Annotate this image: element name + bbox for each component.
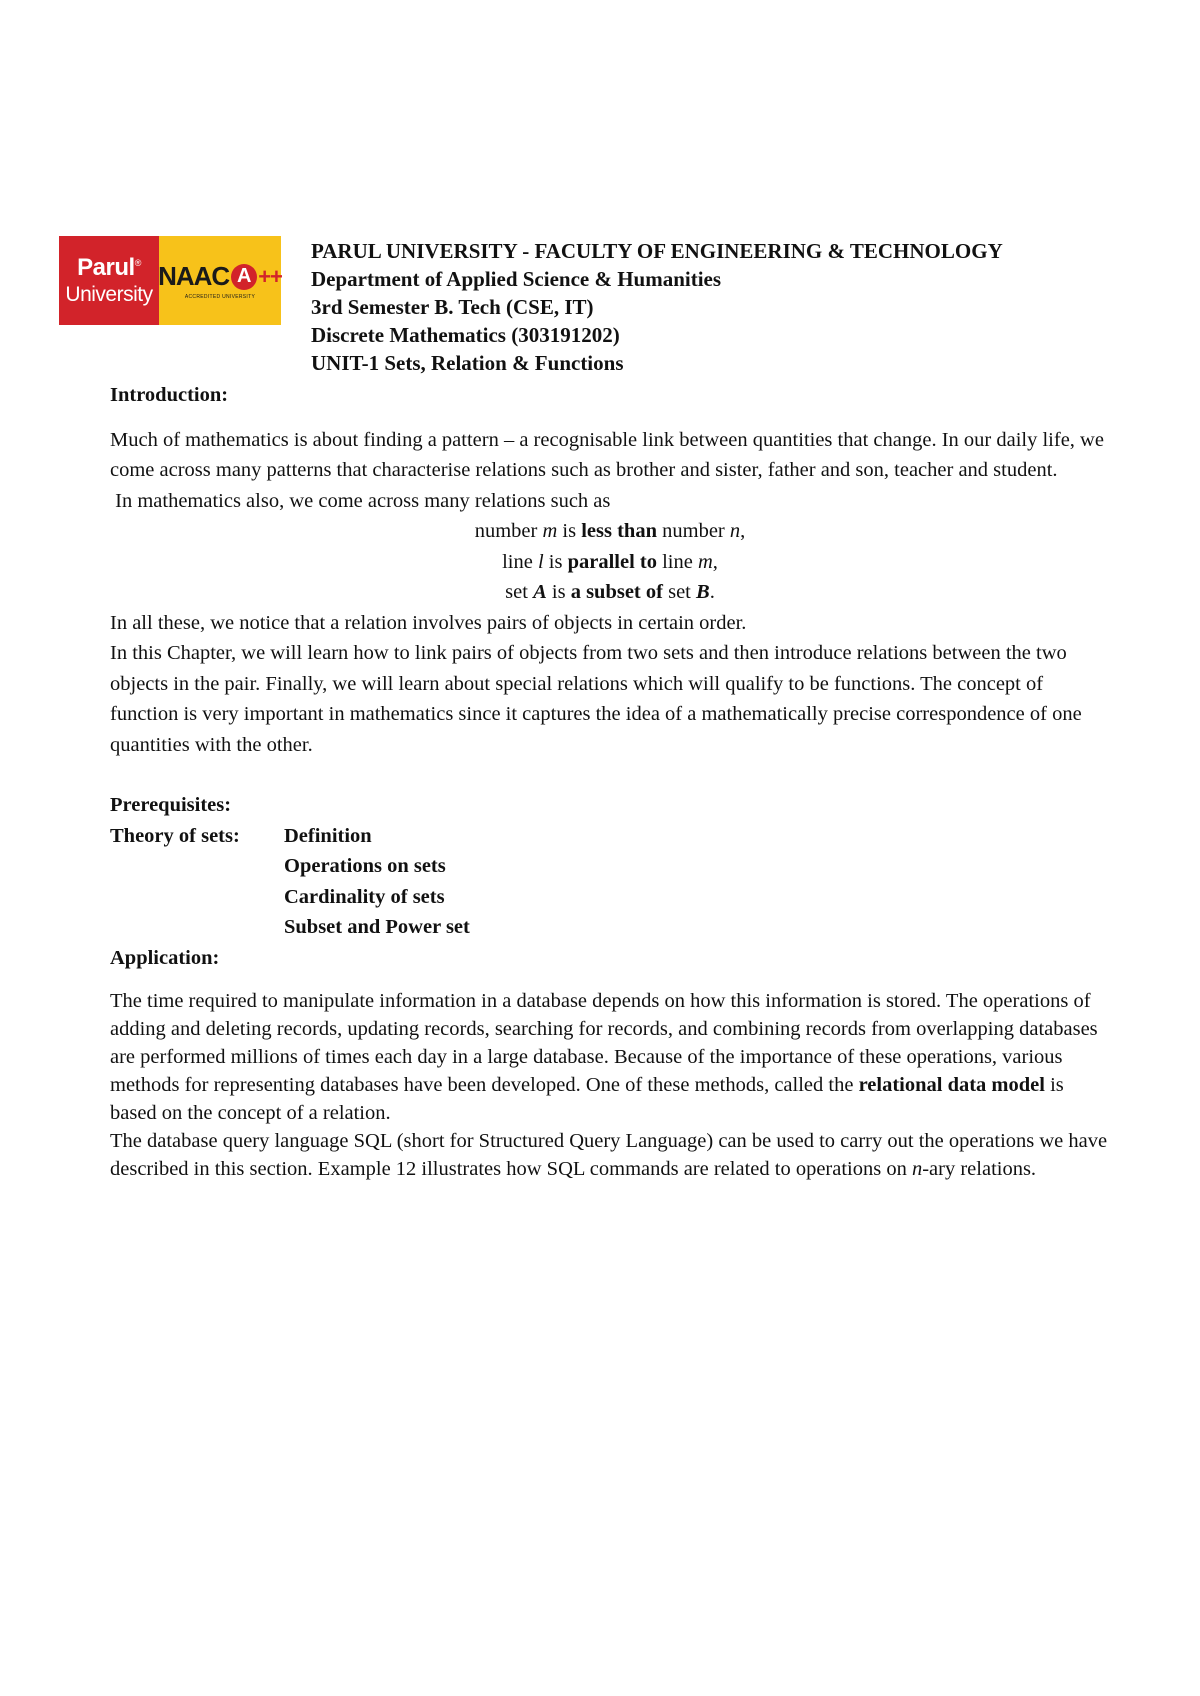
university-name: PARUL UNIVERSITY - FACULTY OF ENGINEERING & TECHNOLOGY — [311, 239, 1003, 263]
application-paragraph-2: The database query language SQL (short for Structured Query Language) can be used to carry out the operations we have described in this section. Example 12 illustrates how SQL commands are related to operations on n-ary relations. — [110, 1130, 1108, 1180]
prerequisite-row — [110, 821, 1110, 943]
prerequisite-item: Operations on sets — [284, 855, 446, 877]
logo-university-text: University — [65, 283, 153, 306]
intro-paragraph-3: In all these, we notice that a relation involves pairs of objects in certain order. — [110, 611, 747, 634]
prerequisite-item: Subset and Power set — [284, 916, 470, 938]
intro-paragraph-2: In mathematics also, we come across many relations such as — [110, 489, 611, 512]
application-heading: Application: — [110, 946, 220, 969]
relation-example-1: number m is less than number n, — [474, 520, 746, 542]
intro-paragraph-1: Much of mathematics is about finding a pattern – a recognisable link between quantities that change. In our daily life, we come across many patterns that characterise relations such as brother and sister, father and son, teacher and student. — [110, 428, 1104, 481]
application-paragraph-1: The time required to manipulate information in a database depends on how this information is stored. The operations of adding and deleting records, updating records, searching for records, and combining records from overlapping databases are performed millions of times each day in a large database. Because of the importance of these operations, various methods for representing databases have been developed. One of these methods, called the relational data model is based on the concept of a relation. — [110, 990, 1098, 1124]
logo-registered-mark: ® — [134, 258, 141, 268]
department-name: Department of Applied Science & Humanities — [311, 267, 722, 291]
unit-title: UNIT-1 Sets, Relation & Functions — [311, 351, 624, 375]
naac-badge — [159, 236, 281, 325]
prerequisite-item: Cardinality of sets — [284, 885, 445, 908]
subject-name: Discrete Mathematics (303191202) — [311, 323, 620, 347]
prerequisites-heading: Prerequisites: — [110, 794, 232, 816]
university-logo — [59, 236, 281, 325]
relation-example-2: line l is parallel to line m, — [502, 550, 718, 573]
naac-text: NAAC — [158, 261, 230, 291]
document-header — [311, 237, 1003, 377]
logo-parul-text: Parul — [77, 254, 135, 281]
naac-caption: ACCREDITED UNIVERSITY — [184, 294, 256, 300]
prerequisite-list — [284, 821, 470, 943]
semester-info: 3rd Semester B. Tech (CSE, IT) — [311, 295, 594, 319]
prerequisite-item: Definition — [284, 824, 372, 847]
prerequisite-label: Theory of sets: — [110, 824, 240, 847]
parul-logo — [59, 236, 159, 325]
document-body — [110, 380, 1110, 1183]
introduction-heading: Introduction: — [110, 384, 229, 406]
relation-example-3: set A is a subset of set B. — [505, 581, 715, 603]
intro-paragraph-4: In this Chapter, we will learn how to link pairs of objects from two sets and then introduce relations between the two objects in the pair. Finally, we will learn about special relations which will qualify to be functions. The concept of function is very important in mathematics since it captures the idea of a mathematically precise correspondence of one quantities with the other. — [110, 642, 1082, 756]
naac-grade-plus: ++ — [258, 263, 282, 289]
naac-grade-circle: A — [231, 264, 257, 290]
